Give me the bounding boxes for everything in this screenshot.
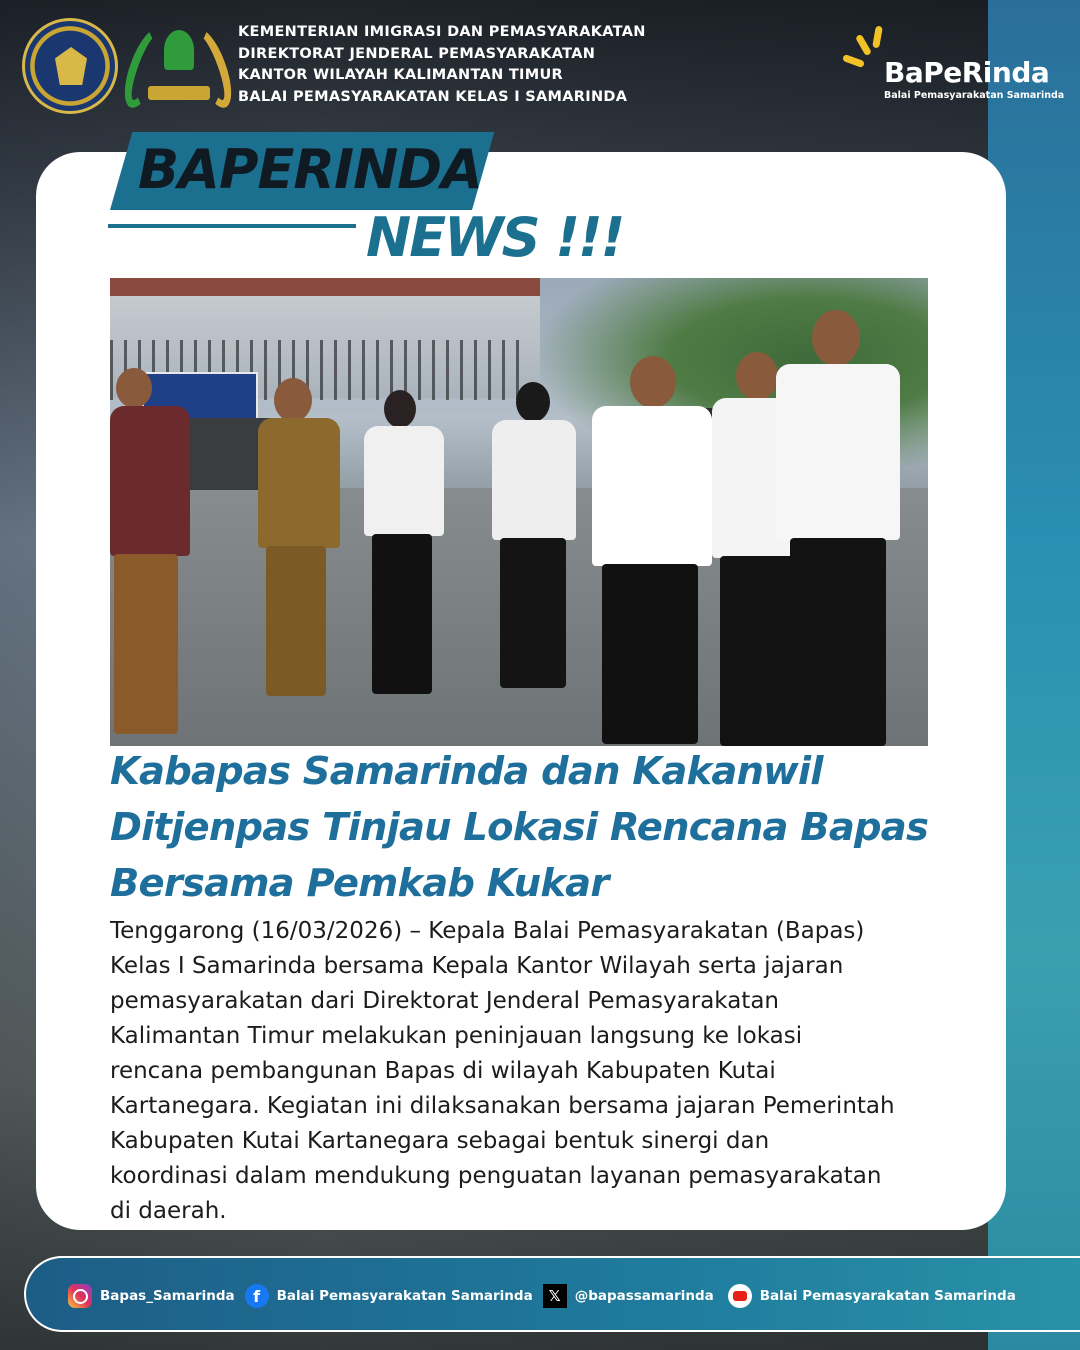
institution-line: BALAI PEMASYARAKATAN KELAS I SAMARINDA — [238, 88, 628, 105]
instagram-handle: Bapas_Samarinda — [100, 1288, 235, 1304]
person — [110, 368, 200, 746]
body-line: Kelas I Samarinda bersama Kepala Kantor Wilayah serta jajaran — [110, 953, 844, 979]
instagram-icon — [68, 1284, 92, 1308]
header — [18, 18, 718, 118]
body-line: Tenggarong (16/03/2026) – Kepala Balai Pemasyarakatan (Bapas) — [110, 918, 865, 944]
tag-divider — [108, 224, 356, 228]
institution-line: DIREKTORAT JENDERAL PEMASYARAKATAN — [238, 45, 596, 62]
institution-name — [238, 22, 646, 108]
news-label: NEWS !!! — [366, 206, 624, 269]
body-line: koordinasi dalam mendukung penguatan layanan pemasyarakatan — [110, 1163, 882, 1189]
body-line: pemasyarakatan dari Direktorat Jenderal Pemasyarakatan — [110, 988, 779, 1014]
article-body — [110, 914, 970, 1229]
news-photo — [110, 278, 928, 746]
person — [250, 378, 350, 718]
body-line: Kabupaten Kutai Kartanegara sebagai bentuk sinergi dan — [110, 1128, 770, 1154]
brand-logo — [848, 26, 1065, 106]
youtube-link[interactable] — [728, 1284, 1016, 1308]
person — [358, 390, 448, 710]
youtube-icon — [728, 1284, 752, 1308]
youtube-handle: Balai Pemasyarakatan Samarinda — [759, 1288, 1016, 1304]
facebook-link[interactable] — [245, 1284, 533, 1308]
title-line: Ditjenpas Tinjau Lokasi Rencana Bapas — [110, 805, 929, 850]
article-title — [110, 744, 980, 912]
person — [580, 356, 720, 746]
body-line: Kalimantan Timur melakukan peninjauan langsung ke lokasi — [110, 1023, 803, 1049]
body-line: Kartanegara. Kegiatan ini dilaksanakan bersama jajaran Pemerintah — [110, 1093, 895, 1119]
x-icon: 𝕏 — [543, 1284, 567, 1308]
garuda-emblem-icon — [22, 18, 118, 114]
institution-line: KEMENTERIAN IMIGRASI DAN PEMASYARAKATAN — [238, 24, 646, 40]
person — [770, 310, 910, 746]
x-link[interactable] — [543, 1284, 714, 1308]
title-line: Bersama Pemkab Kukar — [110, 861, 609, 906]
x-handle: @bapassamarinda — [574, 1288, 714, 1304]
instagram-link[interactable] — [68, 1284, 235, 1308]
facebook-icon: f — [245, 1284, 269, 1308]
pemasyarakatan-emblem-icon — [128, 20, 228, 114]
title-line: Kabapas Samarinda dan Kakanwil — [110, 749, 823, 794]
body-line: rencana pembangunan Bapas di wilayah Kabupaten Kutai — [110, 1058, 776, 1084]
tag-label: BAPERINDA — [138, 138, 482, 201]
body-line: di daerah. — [110, 1198, 227, 1224]
brand-name: BaPeRinda — [884, 56, 1050, 89]
social-footer — [24, 1256, 1080, 1332]
brand-subtitle: Balai Pemasyarakatan Samarinda — [884, 90, 1065, 101]
institution-line: KANTOR WILAYAH KALIMANTAN TIMUR — [238, 67, 564, 83]
person — [482, 382, 582, 702]
facebook-handle: Balai Pemasyarakatan Samarinda — [276, 1288, 533, 1304]
